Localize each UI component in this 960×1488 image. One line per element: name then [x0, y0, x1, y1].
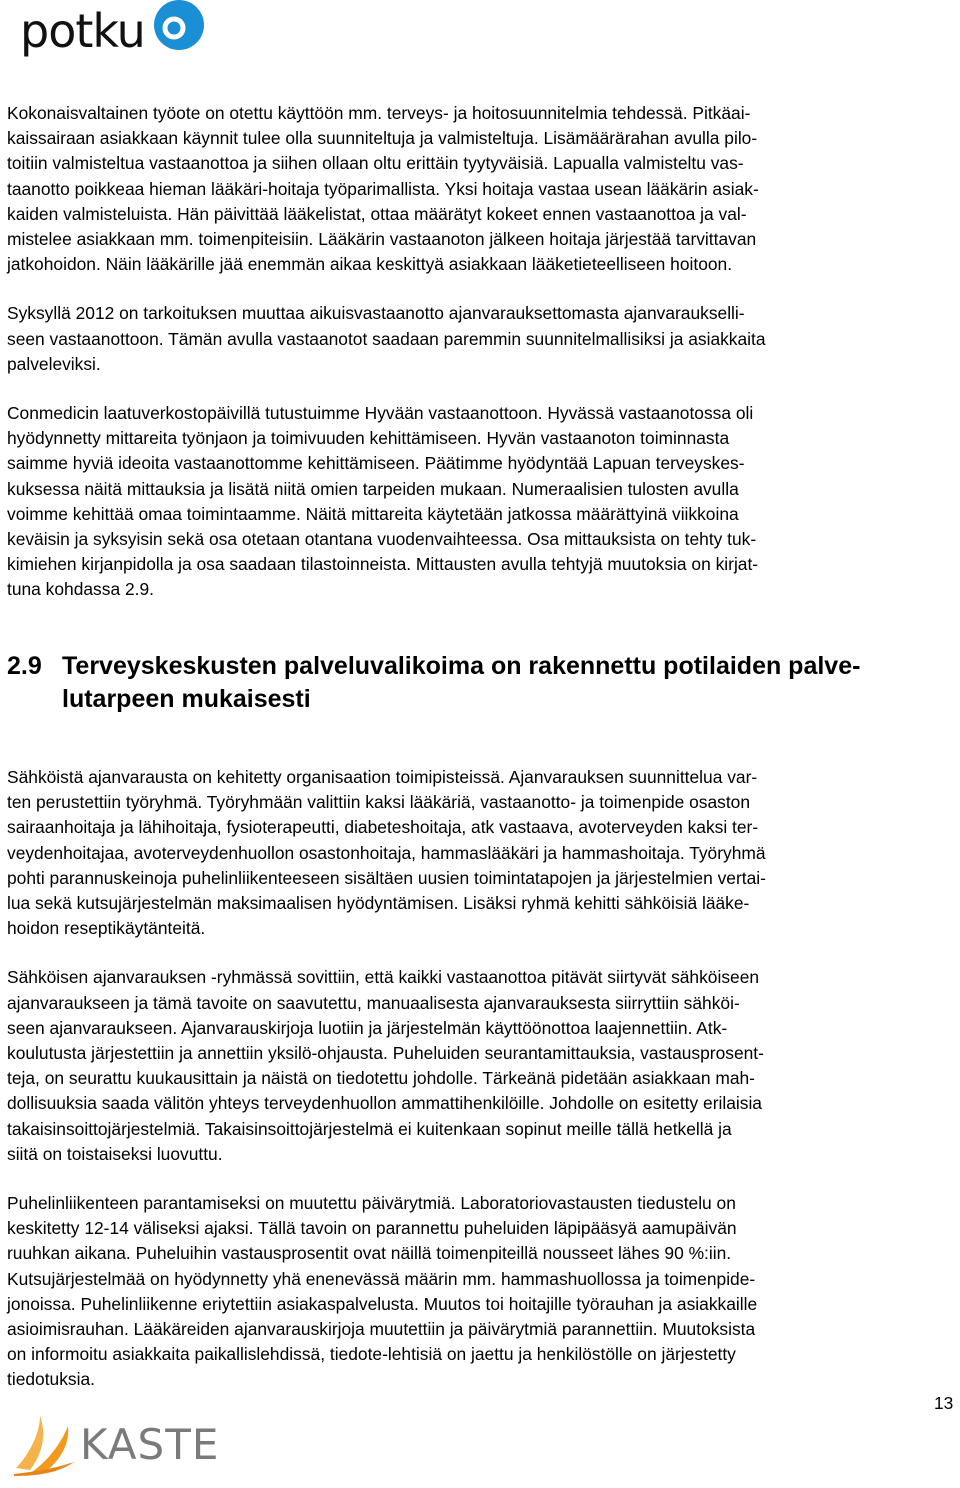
paragraph-gap: [7, 941, 957, 965]
text-line: dollisuuksia saada välitön yhteys terveydenhuollon ammattihenkilöille. Johdolle on esitetty erilaisia: [7, 1093, 762, 1114]
paragraph: [7, 1191, 957, 1393]
text-line: jatkohoidon. Näin lääkärille jää enemmän aikaa keskittyä asiakkaan lääketieteelliseen hoitoon.: [7, 254, 733, 275]
text-line: tuna kohdassa 2.9.: [7, 579, 154, 600]
text-line: Kokonaisvaltainen työote on otettu käyttöön mm. terveys- ja hoitosuunnitelmia tehdessä. Pitkäai-: [7, 103, 751, 123]
section-number: 2.9: [7, 652, 42, 680]
potku-logo-dot-icon: [154, 0, 204, 50]
paragraph: [7, 965, 957, 1167]
text-line: Sähköistä ajanvarausta on kehitetty organisaation toimipisteissä. Ajanvarauksen suunnittelua var-: [7, 767, 758, 787]
text-line: teja, on seurattu kuukausittain ja näistä on tiedotettu johdolle. Tärkeänä pidetään asiakkaan mah-: [7, 1068, 755, 1089]
text-line: keskitetty 12-14 väliseksi ajaksi. Tällä tavoin on parannettu puheluiden läpipääsyä aamupäivän: [7, 1218, 737, 1239]
kaste-logo-mark-icon: [10, 1412, 76, 1476]
text-line: voimme kehittää omaa toimintaamme. Näitä mittareita käytetään jatkossa määrättyinä viikkoina: [7, 503, 739, 524]
text-line: kuksessa näitä mittauksia ja lisätä niitä omien tarpeiden mukaan. Numeraalisien tulosten avulla: [7, 478, 739, 499]
text-line: Sähköisen ajanvarauksen -ryhmässä sovittiin, että kaikki vastaanottoa pitävät siirtyvät sähköiseen: [7, 967, 760, 988]
text-line: kaissairaan asiakkaan käynnit tulee olla suunniteltuja ja valmisteltuja. Lisämäärärahan avulla pilo-: [7, 128, 758, 149]
text-line: takaisinsoittojärjestelmiä. Takaisinsoittojärjestelmä ei kuitenkaan sopinut meille tällä hetkellä ja: [7, 1118, 732, 1139]
text-line: saimme hyviä ideoita vastaanottomme kehittämiseen. Päätimme hyödyntää Lapuan terveyskes-: [7, 453, 745, 474]
text-line: keväisin ja syksyisin sekä osa otetaan otantana vuodenvaihteessa. Osa mittauksista on tehty tuk-: [7, 529, 757, 550]
text-line: seen ajanvaraukseen. Ajanvarauskirjoja luotiin ja järjestelmän käyttöönottoa laajennettiin. Atk-: [7, 1017, 728, 1038]
text-line: Puhelinliikenteen parantamiseksi on muutettu päivärytmiä. Laboratoriovastausten tiedustelu on: [7, 1193, 736, 1214]
text-line: siitä on toistaiseksi luovuttu.: [7, 1143, 223, 1164]
paragraph-gap: [7, 377, 957, 401]
text-line: ruuhkan aikana. Puheluihin vastausprosentit ovat näillä toimenpiteillä nousseet lähes 90 %:iin.: [7, 1243, 732, 1264]
text-line: koulutusta järjestettiin ja annettiin yksilö-ohjausta. Puheluiden seurantamittauksia, vastausprosent-: [7, 1043, 764, 1064]
text-line: pohti parannuskeinoja puhelinliikenteeseen sisältäen uusien toimintatapojen ja järjestelmien vertai-: [7, 867, 766, 888]
text-line: kimiehen kirjanpidolla ja osa saadaan tilastoinneista. Mittausten avulla tehtyjä muutoksia on kirjat-: [7, 554, 759, 575]
section-title-line-2: lutarpeen mukaisesti: [62, 685, 311, 713]
text-line: ajanvaraukseen ja tämä tavoite on saavutettu, manuaalisesta ajanvarauksesta siirryttiin sähköi-: [7, 992, 740, 1013]
text-line: taanotto poikkeaa hieman lääkäri-hoitaja työparimallista. Yksi hoitaja vastaa usean lääkärin asiak-: [7, 178, 759, 199]
text-line: veydenhoitajaa, avoterveydenhuollon osastonhoitaja, hammaslääkäri ja hammashoitaja. Työryhmä: [7, 842, 766, 863]
text-line: kaiden valmisteluista. Hän päivittää lääkelistat, ottaa määrätyt kokeet ennen vastaanottoa ja val-: [7, 203, 747, 224]
kaste-logo: [10, 1412, 220, 1476]
text-line: lua sekä kutsujärjestelmän maksimaalisen hyödyntämisen. Lisäksi ryhmä kehitti sähköisiä lääke-: [7, 893, 750, 914]
paragraph: [7, 401, 957, 603]
text-line: asioimisrauhan. Lääkäreiden ajanvarauskirjoja muutettiin ja päivärytmiä parannettiin. Muutoksista: [7, 1319, 756, 1340]
text-line: jonoissa. Puhelinliikenne eriytettiin asiakaspalvelusta. Muutos toi hoitajille työrauhan ja asiakkaille: [7, 1293, 758, 1314]
paragraph: [7, 101, 957, 277]
text-line: Conmedicin laatuverkostopäivillä tutustuimme Hyvään vastaanottoon. Hyvässä vastaanotossa oli: [7, 403, 754, 424]
text-line: Syksyllä 2012 on tarkoituksen muuttaa aikuisvastaanotto ajanvarauksettomasta ajanvaraukselli-: [7, 303, 745, 324]
paragraph-gap: [7, 1167, 957, 1191]
body-text-top: [7, 101, 957, 603]
paragraph: [7, 301, 957, 377]
text-line: hoidon reseptikäytänteitä.: [7, 918, 206, 939]
text-line: ten perustettiin työryhmä. Työryhmään valittiin kaksi lääkäriä, vastaanotto- ja toimenpide osaston: [7, 792, 751, 813]
text-line: hyödynnetty mittareita työnjaon ja toimivuuden kehittämiseen. Hyvän vastaanoton toiminnasta: [7, 428, 730, 449]
text-line: sairaanhoitaja ja lähihoitaja, fysioterapeutti, diabeteshoitaja, atk vastaava, avoterveyden kaksi ter-: [7, 817, 759, 838]
text-line: toitiin valmisteltua vastaanottoa ja siihen ollaan oltu erittäin tyytyväisiä. Lapualla valmisteltu vas-: [7, 153, 744, 174]
page-number: 13: [934, 1393, 954, 1413]
text-line: seen vastaanottoon. Tämän avulla vastaanotot saadaan paremmin suunnitelmallisiksi ja asiakkaita: [7, 328, 766, 349]
text-line: tiedotuksia.: [7, 1369, 95, 1390]
paragraph-gap: [7, 277, 957, 301]
section-title-line-1: Terveyskeskusten palveluvalikoima on rakennettu potilaiden palve-: [62, 652, 861, 680]
text-line: palveleviksi.: [7, 353, 101, 374]
body-text-bottom: [7, 765, 957, 1393]
potku-logo-text: potku: [20, 4, 145, 58]
text-line: Kutsujärjestelmää on hyödynnetty yhä enenevässä määrin mm. hammashuollossa ja toimenpide-: [7, 1268, 756, 1289]
potku-logo: [20, 0, 190, 66]
section-heading: [7, 650, 957, 716]
text-line: mistelee asiakkaan mm. toimenpiteisiin. Lääkärin vastaanoton jälkeen hoitaja järjestää tarvittavan: [7, 229, 757, 250]
text-line: on informoitu asiakkaita paikallislehdissä, tiedote-lehtisiä on jaettu ja henkilöstölle on järjestetty: [7, 1344, 736, 1365]
paragraph: [7, 765, 957, 941]
kaste-logo-text: KASTE: [80, 1420, 220, 1469]
